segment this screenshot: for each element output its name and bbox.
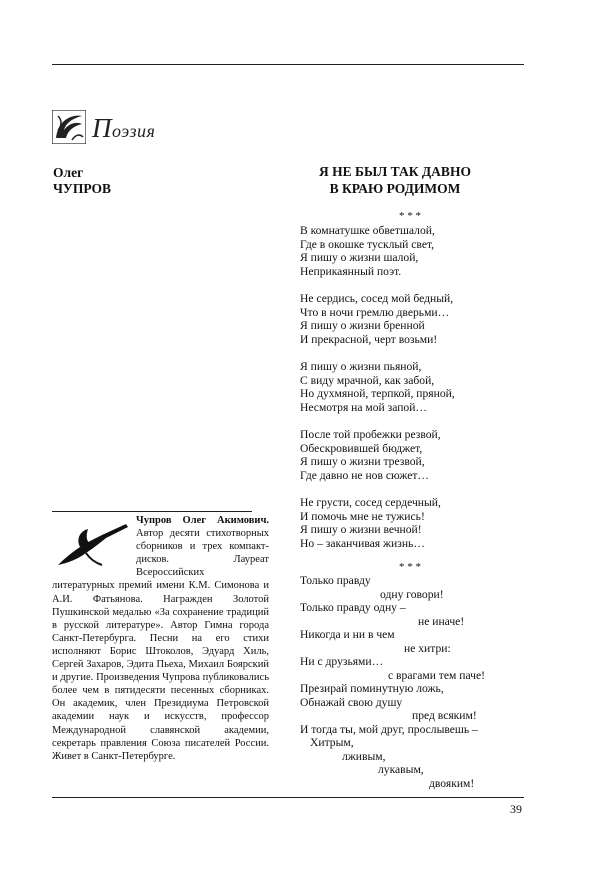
poem1-line: Я пишу о жизни шалой,	[300, 251, 419, 264]
poem1-line: Я пишу о жизни вечной!	[300, 523, 422, 536]
bottom-rule	[52, 797, 524, 798]
poem1-line: Я пишу о жизни пьяной,	[300, 360, 422, 373]
poem2-line: лживым,	[342, 749, 386, 763]
poem1-line: Где в окошке тусклый свет,	[300, 237, 435, 251]
poem2-line: двояким!	[429, 776, 475, 790]
section-title-rest: оэзия	[112, 121, 156, 141]
top-rule	[52, 64, 524, 65]
poem1-line: Не грусти, сосед сердечный,	[300, 496, 441, 509]
poem1-line: И прекрасной, черт возьми!	[300, 332, 438, 346]
page-number: 39	[510, 802, 522, 816]
poem-title-line-1: Я НЕ БЫЛ ТАК ДАВНО	[319, 164, 471, 179]
poem1-line: Но духмяной, терпкой, пряной,	[300, 387, 455, 400]
bio-rule	[52, 511, 252, 512]
poem2-line: И тогда ты, мой друг, прослывешь –	[300, 722, 478, 736]
author-last-name: ЧУПРОВ	[53, 181, 111, 196]
poem2-line: не иначе!	[418, 614, 465, 628]
poem1-line: Не сердись, сосед мой бедный,	[300, 292, 454, 305]
poem-title-line-2: В КРАЮ РОДИМОМ	[329, 181, 461, 196]
bio-name: Чупров Олег Акимович.	[136, 515, 269, 526]
poem1-line: Но – заканчивая жизнь…	[300, 536, 425, 550]
poem2-line: пред всяким!	[412, 709, 477, 722]
poem2-line: одну говори!	[380, 587, 444, 601]
ornament-icon	[52, 110, 86, 144]
author-first-name: Олег	[53, 165, 84, 180]
poem2-line: Только правду	[300, 574, 371, 587]
poem1-line: После той пробежки резвой,	[300, 428, 441, 441]
bio-text: Автор десяти стихотворных сборников и трех компакт-дисков. Лауреат Всероссийских литературных премий имени К.М. Симонова и А.И. Фатьянова. Награжден Золотой Пушкинской медалью «За сохранение традиций в русской литературе». Автор Гимна города Санкт-Петербурга. Песни на его стихи исполняют Борис Штоколов, Эдуард Хиль, Сергей Захаров, Эдита Пьеха, Михаил Боярский и другие. Произведения Чупрова публиковались более чем в пятидесяти песенных сборниках. Он академик, член Президиума Петровской академии наук и искусств, профессор Международной славянской академии, секретарь правления Союза писателей России. Живет в Санкт-Петербурге.	[52, 528, 269, 762]
poem1-line: И помочь мне не тужись!	[300, 509, 425, 523]
poem1-stars: * * *	[399, 210, 421, 222]
poem2-line: не хитри:	[404, 641, 451, 655]
poem2-line: Презирай поминутную ложь,	[300, 682, 444, 695]
poem1-line: Где давно не нов сюжет…	[300, 468, 429, 482]
poem2-line: Хитрым,	[310, 736, 354, 749]
poem1-line: Обескровившей бюджет,	[300, 441, 423, 455]
author-bio	[52, 514, 269, 763]
poem2-stars: * * *	[399, 561, 421, 573]
poem2-line: Только правду одну –	[300, 601, 406, 614]
section-title	[92, 113, 155, 146]
section-title-initial: П	[92, 113, 112, 143]
poem1-line: Что в ночи гремлю дверьми…	[300, 305, 450, 319]
poem1-line: В комнатушке обветшалой,	[300, 224, 435, 237]
poem2-line: Обнажай свою душу	[300, 695, 403, 709]
poem1-line: Неприкаянный поэт.	[300, 264, 402, 278]
poem1-line: Несмотря на мой запой…	[300, 400, 428, 414]
poem1-line: Я пишу о жизни бренной	[300, 319, 425, 332]
poem2-line: с врагами тем паче!	[388, 668, 485, 682]
poem1-line: С виду мрачной, как забой,	[300, 373, 435, 387]
bio-figure-spacer	[52, 514, 136, 572]
poem2-line: Ни с друзьями…	[300, 655, 384, 668]
poem2-line: лукавым,	[378, 763, 424, 776]
poem1-line: Я пишу о жизни трезвой,	[300, 455, 425, 468]
poem2-line: Никогда и ни в чем	[300, 628, 395, 641]
